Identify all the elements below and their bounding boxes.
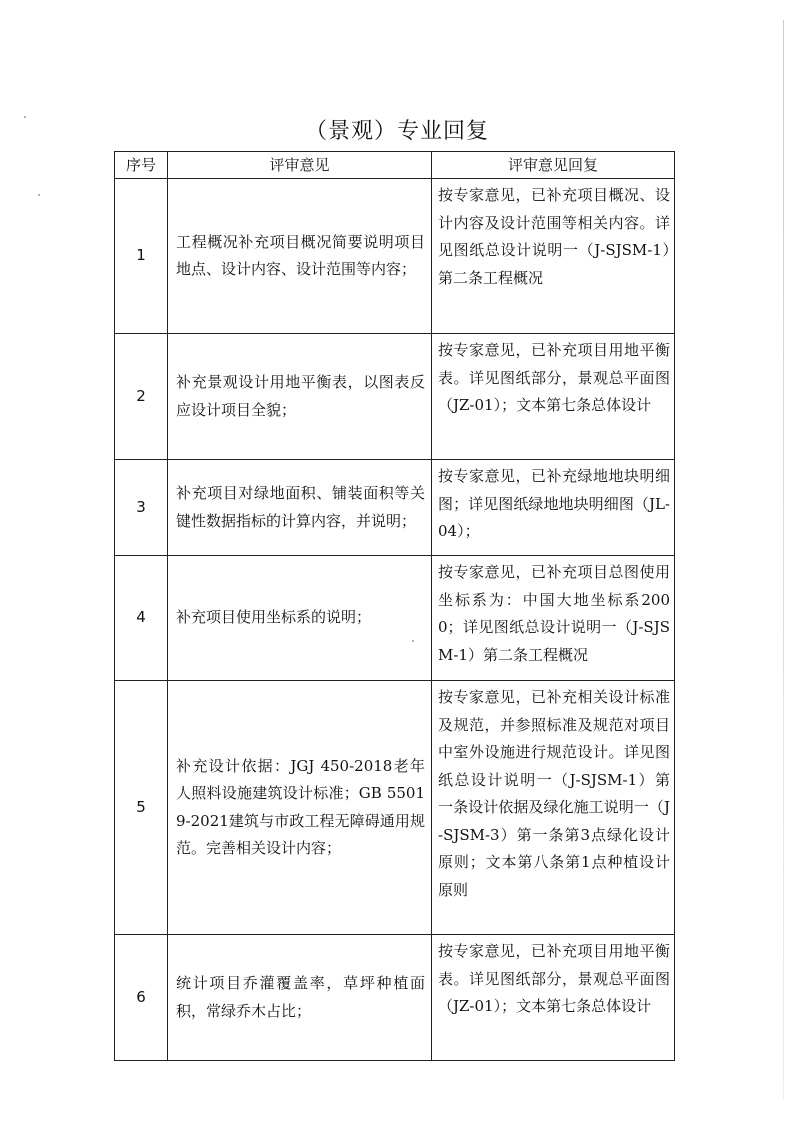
reply-text: 按专家意见，已补充绿地地块明细图；详见图纸绿地地块明细图（JL-04）； — [438, 467, 670, 540]
row-number: 3 — [115, 460, 168, 556]
scan-edge-line — [783, 20, 784, 1100]
row-number: 6 — [115, 935, 168, 1061]
row-number: 4 — [115, 556, 168, 681]
row-opinion — [168, 556, 432, 681]
table-row — [115, 334, 675, 460]
reply-text: 按专家意见，已补充项目用地平衡表。详见图纸部分，景观总平面图（JZ-01）；文本第七条总体设计 — [438, 942, 670, 1015]
row-reply — [432, 935, 675, 1061]
row-reply — [432, 681, 675, 935]
header-reply: 评审意见回复 — [432, 152, 675, 179]
row-opinion — [168, 460, 432, 556]
reply-text: 按专家意见，已补充项目用地平衡表。详见图纸部分，景观总平面图（JZ-01）；文本第七条总体设计 — [438, 341, 670, 414]
table-row — [115, 681, 675, 935]
opinion-text: 补充设计依据：JGJ 450-2018老年人照料设施建筑设计标准；GB 55019-2021建筑与市政工程无障碍通用规范。完善相关设计内容； — [176, 756, 425, 857]
table-row — [115, 179, 675, 334]
row-reply — [432, 334, 675, 460]
reply-text: 按专家意见，已补充项目总图使用坐标系为：中国大地坐标系2000；详见图纸总设计说明一（J-SJSM-1）第二条工程概况 — [438, 563, 670, 664]
row-opinion — [168, 334, 432, 460]
opinion-text: 补充项目使用坐标系的说明； — [176, 608, 372, 627]
opinion-text: 统计项目乔灌覆盖率，草坪种植面积，常绿乔木占比； — [176, 974, 425, 1020]
row-number: 5 — [115, 681, 168, 935]
row-reply — [432, 460, 675, 556]
header-number: 序号 — [115, 152, 168, 179]
opinion-text: 补充项目对绿地面积、铺装面积等关键性数据指标的计算内容，并说明； — [176, 484, 425, 530]
table-row — [115, 556, 675, 681]
table-row — [115, 460, 675, 556]
row-number: 2 — [115, 334, 168, 460]
header-opinion: 评审意见 — [168, 152, 432, 179]
page-title: （景观）专业回复 — [304, 119, 489, 144]
row-opinion — [168, 681, 432, 935]
opinion-text: 工程概况补充项目概况简要说明项目地点、设计内容、设计范围等内容； — [176, 232, 425, 278]
row-reply — [432, 179, 675, 334]
row-number: 1 — [115, 179, 168, 334]
reply-text: 按专家意见，已补充项目概况、设计内容及设计范围等相关内容。详见图纸总设计说明一（J-SJSM-1）第二条工程概况 — [438, 186, 670, 287]
row-opinion — [168, 179, 432, 334]
reply-text: 按专家意见，已补充相关设计标准及规范，并参照标准及规范对项目中室外设施进行规范设计。详见图纸总设计说明一（J-SJSM-1）第一条设计依据及绿化施工说明一（J-SJSM-3）第一条第3点绿化设计原则；文本第八条第1点种植设计原则 — [438, 688, 670, 899]
row-reply — [432, 556, 675, 681]
table-header-row — [115, 152, 675, 179]
opinion-text: 补充景观设计用地平衡表，以图表反应设计项目全貌； — [176, 373, 425, 419]
table-row — [115, 935, 675, 1061]
row-opinion — [168, 935, 432, 1061]
scan-speck — [38, 194, 40, 196]
review-table — [114, 151, 675, 1061]
